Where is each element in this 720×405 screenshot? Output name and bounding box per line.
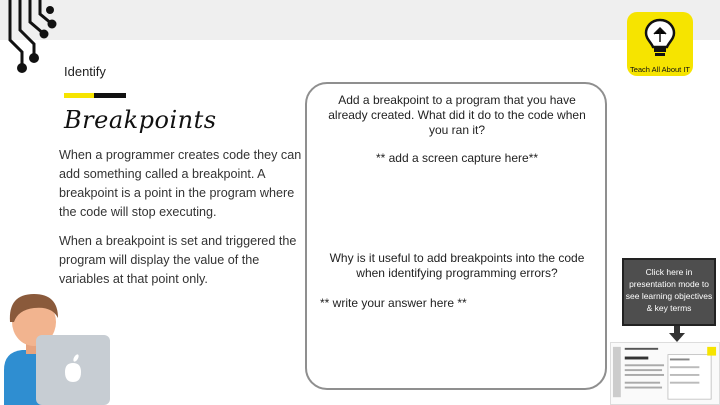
lightbulb-icon [642,16,678,60]
accent-bar [64,93,126,98]
answer-placeholder[interactable]: ** write your answer here ** [320,296,467,310]
page-title: Breakpoints [64,106,217,134]
circuit-decoration-icon [0,0,70,80]
logo-text: Teach All About IT [629,65,691,74]
detail-paragraph: When a breakpoint is set and triggered the program will display the value of the variables at that point only. [59,234,297,286]
person-with-laptop-illustration [0,288,115,405]
logo [627,12,693,76]
slide-thumbnail[interactable] [610,342,720,405]
arrow-down-icon [669,326,685,342]
question-2: Why is it useful to add breakpoints into the code when identifying programming errors? [329,251,585,280]
question-1: Add a breakpoint to a program that you have already created. What did it do to the code when you ran it? [328,93,586,137]
eyebrow-label: Identify [64,64,106,79]
top-band [0,0,720,40]
intro-paragraph: When a programmer creates code they can add something called a breakpoint. A breakpoint is a point in the program where the code will stop executing. [59,148,302,219]
learning-objectives-button[interactable]: Click here in presentation mode to see learning objectives & key terms [622,258,716,326]
screen-capture-placeholder[interactable]: ** add a screen capture here** [375,151,539,165]
